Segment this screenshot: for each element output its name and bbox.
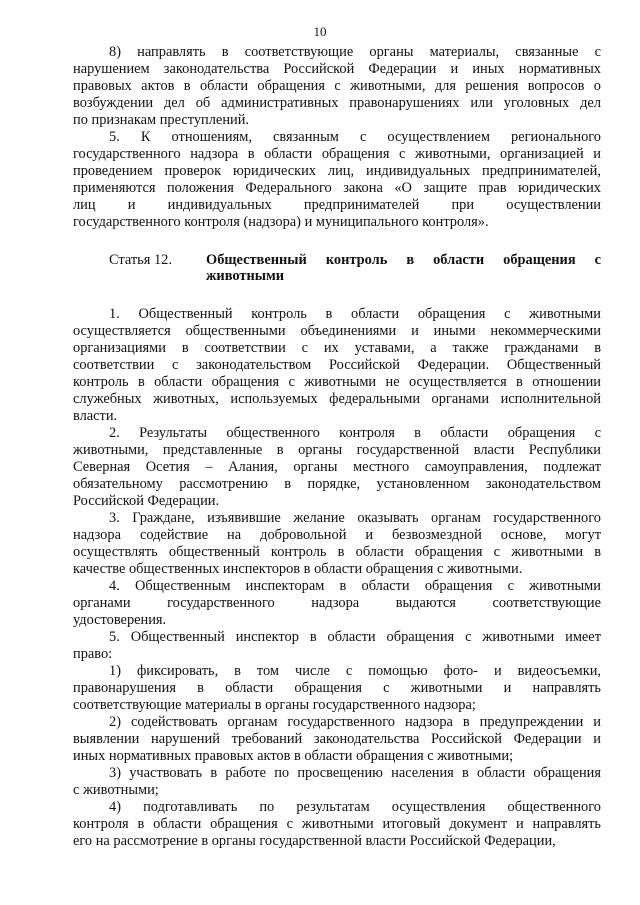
body-text-block bbox=[73, 306, 601, 850]
text-line: применяются положения Федерального закона «О защите прав юридических bbox=[73, 180, 601, 196]
text-line: органами государственного надзора выдаются соответствующие bbox=[73, 595, 601, 611]
text-line: нарушением законодательства Российской Федерации и иных нормативных bbox=[73, 61, 601, 77]
text-line: соответствии с законодательством Российской Федерации. Общественный bbox=[73, 357, 601, 373]
text-line: 5. Общественный инспектор в области обращения с животными имеет bbox=[109, 629, 601, 645]
text-line: осуществляется общественными объединениями и иными некоммерческими bbox=[73, 323, 601, 339]
text-line: выявлении нарушений требований законодательства Российской Федерации и bbox=[73, 731, 601, 747]
text-line: правовых актов в области обращения с животными, для решения вопросов о bbox=[73, 78, 601, 94]
article-title-line: Общественный контроль в области обращения с bbox=[206, 252, 601, 268]
text-line: 1) фиксировать, в том числе с помощью фото- и видеосъемки, bbox=[109, 663, 601, 679]
text-line: организациями в соответствии с их уставами, а также гражданами в bbox=[73, 340, 601, 356]
text-line: 4. Общественным инспекторам в области обращения с животными bbox=[109, 578, 601, 594]
text-line: по признакам преступлений. bbox=[73, 112, 250, 128]
text-line: контроля в области обращения с животными итоговый документ и направлять bbox=[73, 816, 601, 832]
text-line: Северная Осетия – Алания, органы местного самоуправления, подлежат bbox=[73, 459, 601, 475]
text-line: 8) направлять в соответствующие органы материалы, связанные с bbox=[109, 44, 601, 60]
text-line: 2) содействовать органам государственного надзора в предупреждении и bbox=[109, 714, 601, 730]
article-title bbox=[206, 252, 601, 284]
page-number: 10 bbox=[313, 24, 327, 39]
text-line: качестве общественных инспекторов в области обращения с животными. bbox=[73, 561, 523, 577]
article-heading bbox=[109, 252, 601, 284]
text-line: возбуждении дел об административных правонарушениях или уголовных дел bbox=[73, 95, 601, 111]
text-line: иных нормативных правовых актов в области обращения с животными; bbox=[73, 748, 514, 764]
text-line: 3. Граждане, изъявившие желание оказывать органам государственного bbox=[109, 510, 601, 526]
text-line: соответствующие материалы в органы государственного надзора; bbox=[73, 697, 476, 713]
text-line: 2. Результаты общественного контроля в области обращения с bbox=[109, 425, 601, 441]
text-line: животными, представленные в органы государственной власти Республики bbox=[73, 442, 601, 458]
text-line: государственного контроля (надзора) и муниципального контроля». bbox=[73, 214, 489, 230]
text-line: его на рассмотрение в органы государственной власти Российской Федерации, bbox=[73, 833, 556, 849]
text-line: государственного надзора в области обращения с животными, организацией и bbox=[73, 146, 601, 162]
text-line: 4) подготавливать по результатам осуществления общественного bbox=[109, 799, 601, 815]
text-line: надзора содействие на добровольной и безвозмездной основе, могут bbox=[73, 527, 601, 543]
text-line: контроль в области обращения с животными не осуществляется в отношении bbox=[73, 374, 601, 390]
text-line: 5. К отношениям, связанным с осуществлением регионального bbox=[109, 129, 601, 145]
text-line: осуществлять общественный контроль в области обращения с животными в bbox=[73, 544, 601, 560]
text-line: с животными; bbox=[73, 782, 159, 798]
text-line: служебных животных, используемых федеральными органами исполнительной bbox=[73, 391, 601, 407]
article-title-line: животными bbox=[206, 268, 285, 284]
text-line: власти. bbox=[73, 408, 118, 424]
text-line: правонарушения в области обращения с животными и направлять bbox=[73, 680, 601, 696]
text-line: право: bbox=[73, 646, 113, 662]
text-line: 1. Общественный контроль в области обращения с животными bbox=[109, 306, 601, 322]
text-line: удостоверения. bbox=[73, 612, 167, 628]
text-line: проведением проверок юридических лиц, индивидуальных предпринимателей, bbox=[73, 163, 601, 179]
text-line: лиц и индивидуальных предпринимателей при осуществлении bbox=[73, 197, 601, 213]
text-line: 3) участвовать в работе по просвещению населения в области обращения bbox=[109, 765, 601, 781]
text-line: обязательному рассмотрению в порядке, установленном законодательством bbox=[73, 476, 601, 492]
text-line: Российской Федерации. bbox=[73, 493, 220, 509]
article-label: Статья 12. bbox=[109, 252, 172, 268]
top-text-block bbox=[73, 44, 601, 231]
